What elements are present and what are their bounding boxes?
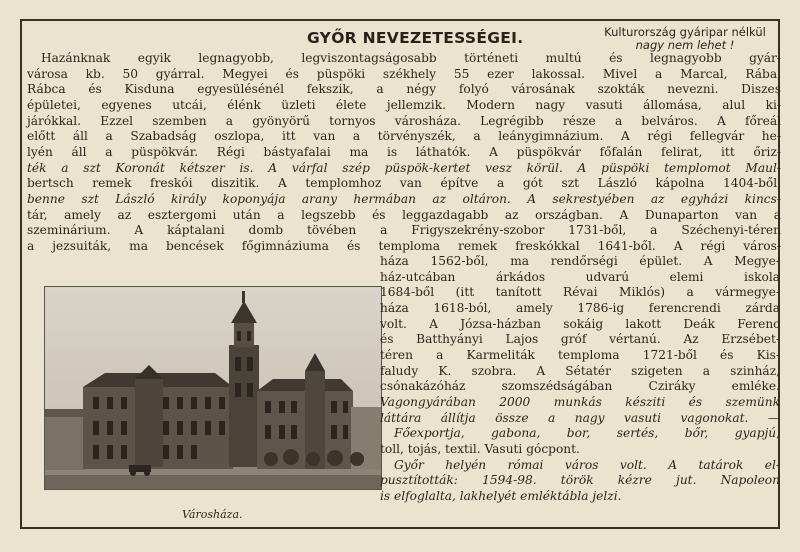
body-line: Rábca és Kisduna egyesülésénél fekszik, a négy folyó városának szokták nevezni. Diszes [27, 82, 781, 97]
body-line: Főexportja, gabona, bor, sertés, bőr, gyapjú, [394, 426, 780, 441]
page-title: GYŐR NEVEZETESSÉGEI. [307, 29, 524, 47]
body-line: épületei, egyenes utcái, élénk üzleti élete jellemzik. Modern nagy vasuti állomása, alul ki- [27, 97, 781, 112]
town-hall-photo [44, 286, 382, 490]
body-line: háza 1618-ból, amely 1786-ig ferencrendi zárda [380, 300, 780, 315]
body-line: a jezsuiták, ma bencések főgimnáziuma és temploma remek freskókkal 1641-ből. A régi város- [27, 238, 781, 253]
body-line: járókkal. Ezzel szemben a gyönyörű tornyos városháza. Legrégibb része a belváros. A főreál [27, 113, 781, 128]
body-line: ték a szt Koronát kétszer is. A várfal szép püspök-kertet vesz körül. A püspöki templomot Maul- [27, 160, 781, 175]
body-line: benne szt László király koponyája arany hermában az oltáron. A sekrestyében az egyházi kincs- [27, 191, 781, 206]
body-line: Hazánknak egyik legnagyobb, legviszontagságosabb történeti multú és legnagyobb gyár- [41, 51, 781, 65]
town-hall-illustration [45, 287, 381, 489]
body-line: pusztították: 1594-98. török kézre jut. Napoleon [380, 473, 780, 488]
motto-line-2: nagy nem lehet ! [635, 38, 735, 52]
body-line: lyén áll a püspökvár. Régi bástyafalai ma is láthatók. A püspökvár főfalán felirat, itt őriz- [27, 144, 781, 159]
body-line: háza 1562-ből, ma rendőrségi épület. A Megye- [380, 254, 780, 268]
body-line: 1684-ből (itt tanított Révai Miklós) a vármegye- [380, 285, 780, 300]
body-line: bertsch remek freskói diszitik. A templomhoz van építve a gót szt László kápolna 1404-ből, [27, 176, 781, 191]
photo-caption: Városháza. [182, 508, 243, 521]
body-line: téren a Karmeliták temploma 1721-ből és Kis- [380, 347, 780, 362]
motto-line-1: Kulturország gyáripar nélkül [604, 25, 766, 39]
body-text-right-column [380, 254, 780, 505]
body-line: tár, amely az esztergomi után a legszebb és leggazdagabb az országban. A Dunaparton van a [27, 207, 781, 222]
body-line: városa kb. 50 gyárral. Megyei és püspöki székhely 55 ezer lakossal. Mivel a Marcal, Rába, [27, 66, 781, 81]
body-line: Győr helyén római város volt. A tatárok el- [394, 457, 780, 472]
body-text-full-width [27, 51, 781, 255]
body-line: faludy K. szobra. A Sétatér szigeten a szinház, [380, 363, 780, 378]
body-line: láttára állítja össze a nagy vasuti vagonokat. — [380, 410, 780, 425]
body-line: előtt áll a Szabadság oszlopa, itt van a törvényszék, a leánygimnázium. A régi fellegvár he- [27, 129, 781, 144]
body-line: és Batthyányi Lajos gróf vértanú. Az Erzsébet- [380, 332, 780, 347]
body-line: Vagongyárában 2000 munkás késziti és szemünk [380, 394, 780, 409]
body-line: is elfoglalta, lakhelyét emléktábla jelzi. [380, 488, 622, 503]
body-line: toll, tojás, textil. Vasuti gócpont. [380, 441, 580, 456]
body-line: volt. A Józsa-házban sokáig lakott Deák Ferenc [380, 316, 780, 331]
motto [590, 26, 780, 52]
postcard-frame [20, 19, 780, 529]
body-line: szeminárium. A káptalani domb tövében a Frigyszekrény-szobor 1731-ből, a Széchenyi-téren [27, 223, 781, 238]
body-line: ház-utcában árkádos udvarú elemi iskola [380, 269, 780, 284]
body-line: csónakázóház szomszédságában Cziráky emléke. [380, 379, 780, 394]
